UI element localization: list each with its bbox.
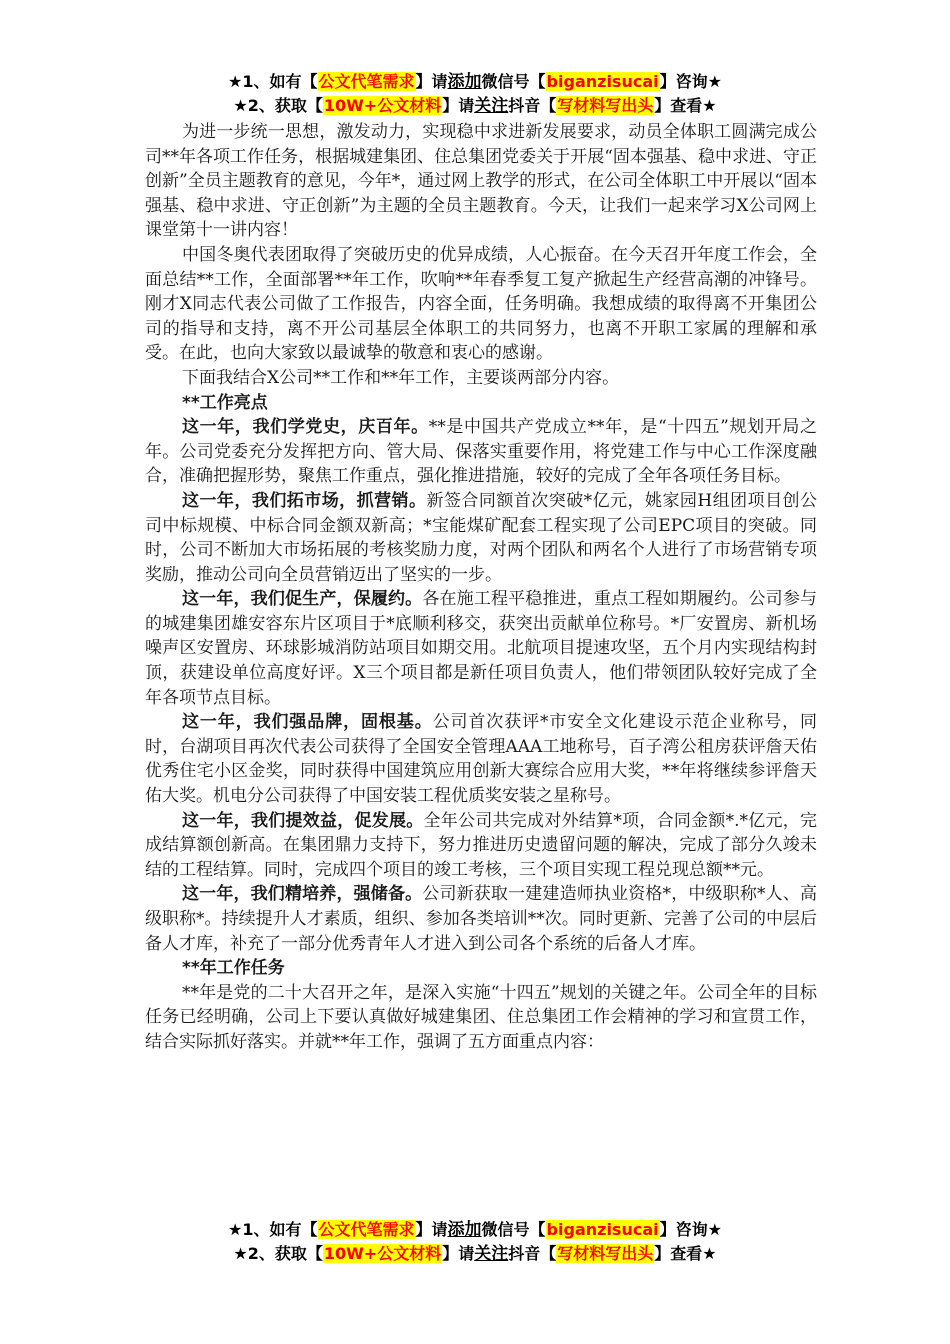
star-icon: ★	[233, 96, 248, 115]
emphasis-follow: 关注	[474, 96, 509, 116]
promo-line-1: ★1、如有【公文代笔需求】请添加微信号【biganzisucai】咨询★	[228, 72, 722, 92]
lead-sentence: 这一年，我们促生产，保履约。	[182, 589, 423, 610]
paragraph-brand: 这一年，我们强品牌，固根基。公司首次获评*市安全文化建设示范企业称号，同时，台湖项目再次代表公司获得了全国安全管理AAA工地称号，百子湾公租房获评詹天佑优秀住宅小区金奖，同时获得中国建筑应用创新大赛综合应用大奖，**年将继续参评詹天佑大奖。机电分公司获得了中国安装工程优质奖安装之星称号。	[145, 712, 818, 807]
douyin-account: 写材料写出头	[557, 96, 654, 115]
document-body	[145, 120, 817, 1055]
highlight-service: 公文代笔需求	[318, 72, 415, 91]
paragraph-market: 这一年，我们拓市场，抓营销。新签合同额首次突破*亿元，姚家园H组团项目创公司中标规模、中标合同金额双新高；*宝能煤矿配套工程实现了公司EPC项目的突破。同时，公司不断加大市场拓展的考核奖励力度，对两个团队和两名个人进行了市场营销专项奖励，推动公司向全员营销迈出了坚实的一步。	[145, 490, 817, 585]
emphasis-follow: 关注	[474, 1244, 509, 1264]
lead-sentence: 这一年，我们强品牌，固根基。	[182, 712, 433, 733]
lead-sentence: 这一年，我们学党史，庆百年。	[182, 417, 429, 438]
promo-line-2-footer: ★2、获取【10W+公文材料】请关注抖音【写材料写出头】查看★	[233, 1244, 717, 1264]
star-icon: ★	[228, 1220, 243, 1239]
paragraph-efficiency: 这一年，我们提效益，促发展。全年公司共完成对外结算*项，合同金额*.*亿元，完成结算额创新高。在集团鼎力支持下，努力推进历史遗留问题的解决，完成了部分久竣未结的工程结算。同时，完成四个项目的竣工考核，三个项目实现工程兑现总额**元。	[145, 810, 818, 880]
wechat-id: biganzisucai	[546, 1220, 659, 1239]
highlight-materials: 10W+公文材料	[323, 1244, 442, 1263]
lead-sentence: 这一年，我们拓市场，抓营销。	[182, 490, 427, 511]
paragraph-outline: 下面我结合X公司**工作和**年工作，主要谈两部分内容。	[182, 367, 620, 388]
emphasis-add: 添加	[447, 1220, 482, 1240]
promo-line-1-footer: ★1、如有【公文代笔需求】请添加微信号【biganzisucai】咨询★	[228, 1220, 722, 1240]
star-icon: ★	[228, 72, 243, 91]
paragraph-olympics: 中国冬奥代表团取得了突破历史的优异成绩，人心振奋。在今天召开年度工作会，全面总结**工作，全面部署**年工作，吹响**年春季复工复产掀起生产经营高潮的冲锋号。刚才X同志代表公司做了工作报告，内容全面，任务明确。我想成绩的取得离不开集团公司的指导和支持，离不开公司基层全体职工的共同努力，也离不开职工家属的理解和承受。在此，也向大家致以最诚挚的敬意和衷心的感谢。	[145, 244, 817, 364]
promo-line-2: ★2、获取【10W+公文材料】请关注抖音【写材料写出头】查看★	[233, 96, 717, 116]
paragraph-production: 这一年，我们促生产，保履约。各在施工程平稳推进，重点工程如期履约。公司参与的城建集团雄安容东片区项目于*底顺利移交，获突出贡献单位称号。*厂安置房、新机场噪声区安置房、环球影城消防站项目如期交用。北航项目提速攻坚，五个月内实现结构封顶，获建设单位高度好评。X三个项目都是新任项目负责人，他们带领团队较好完成了全年各项节点目标。	[145, 589, 818, 708]
emphasis-add: 添加	[447, 72, 482, 92]
paragraph-talent: 这一年，我们精培养，强储备。公司新获取一建建造师执业资格*，中级职称*人、高级职称*。持续提升人才素质，组织、参加各类培训**次。同时更新、完善了公司的中层后备人才库，补充了一部分优秀青年人才进入到公司各个系统的后备人才库。	[145, 884, 818, 954]
section-heading-tasks: **年工作任务	[182, 958, 285, 979]
lead-sentence: 这一年，我们精培养，强储备。	[182, 884, 423, 905]
lead-sentence: 这一年，我们提效益，促发展。	[182, 810, 424, 831]
wechat-id: biganzisucai	[546, 72, 659, 91]
paragraph-intro: 为进一步统一思想，激发动力，实现稳中求进新发展要求，动员全体职工圆满完成公司**年各项工作任务，根据城建集团、住总集团党委关于开展“固本强基、稳中求进、守正创新”全员主题教育的意见，今年*，通过网上教学的形式，在公司全体职工中开展以“固本强基、稳中求进、守正创新”为主题的全员主题教育。今天，让我们一起来学习X公司网上课堂第十一讲内容！	[145, 122, 817, 241]
paragraph-party-history: 这一年，我们学党史，庆百年。**是中国共产党成立**年，是“十四五”规划开局之年。公司党委充分发挥把方向、管大局、保落实重要作用，将党建工作与中心工作深度融合，准确把握形势，聚焦工作重点，强化推进措施，较好的完成了全年各项任务目标。	[145, 417, 817, 487]
star-icon: ★	[233, 1244, 248, 1263]
highlight-materials: 10W+公文材料	[323, 96, 442, 115]
section-heading-highlights: **工作亮点	[182, 392, 268, 413]
highlight-service: 公文代笔需求	[318, 1220, 415, 1239]
paragraph-tasks-intro: **年是党的二十大召开之年，是深入实施“十四五”规划的关键之年。公司全年的目标任务已经明确，公司上下要认真做好城建集团、住总集团工作会精神的学习和宣贯工作，结合实际抓好落实。并就**年工作，强调了五方面重点内容：	[145, 982, 817, 1052]
douyin-account: 写材料写出头	[557, 1244, 654, 1263]
